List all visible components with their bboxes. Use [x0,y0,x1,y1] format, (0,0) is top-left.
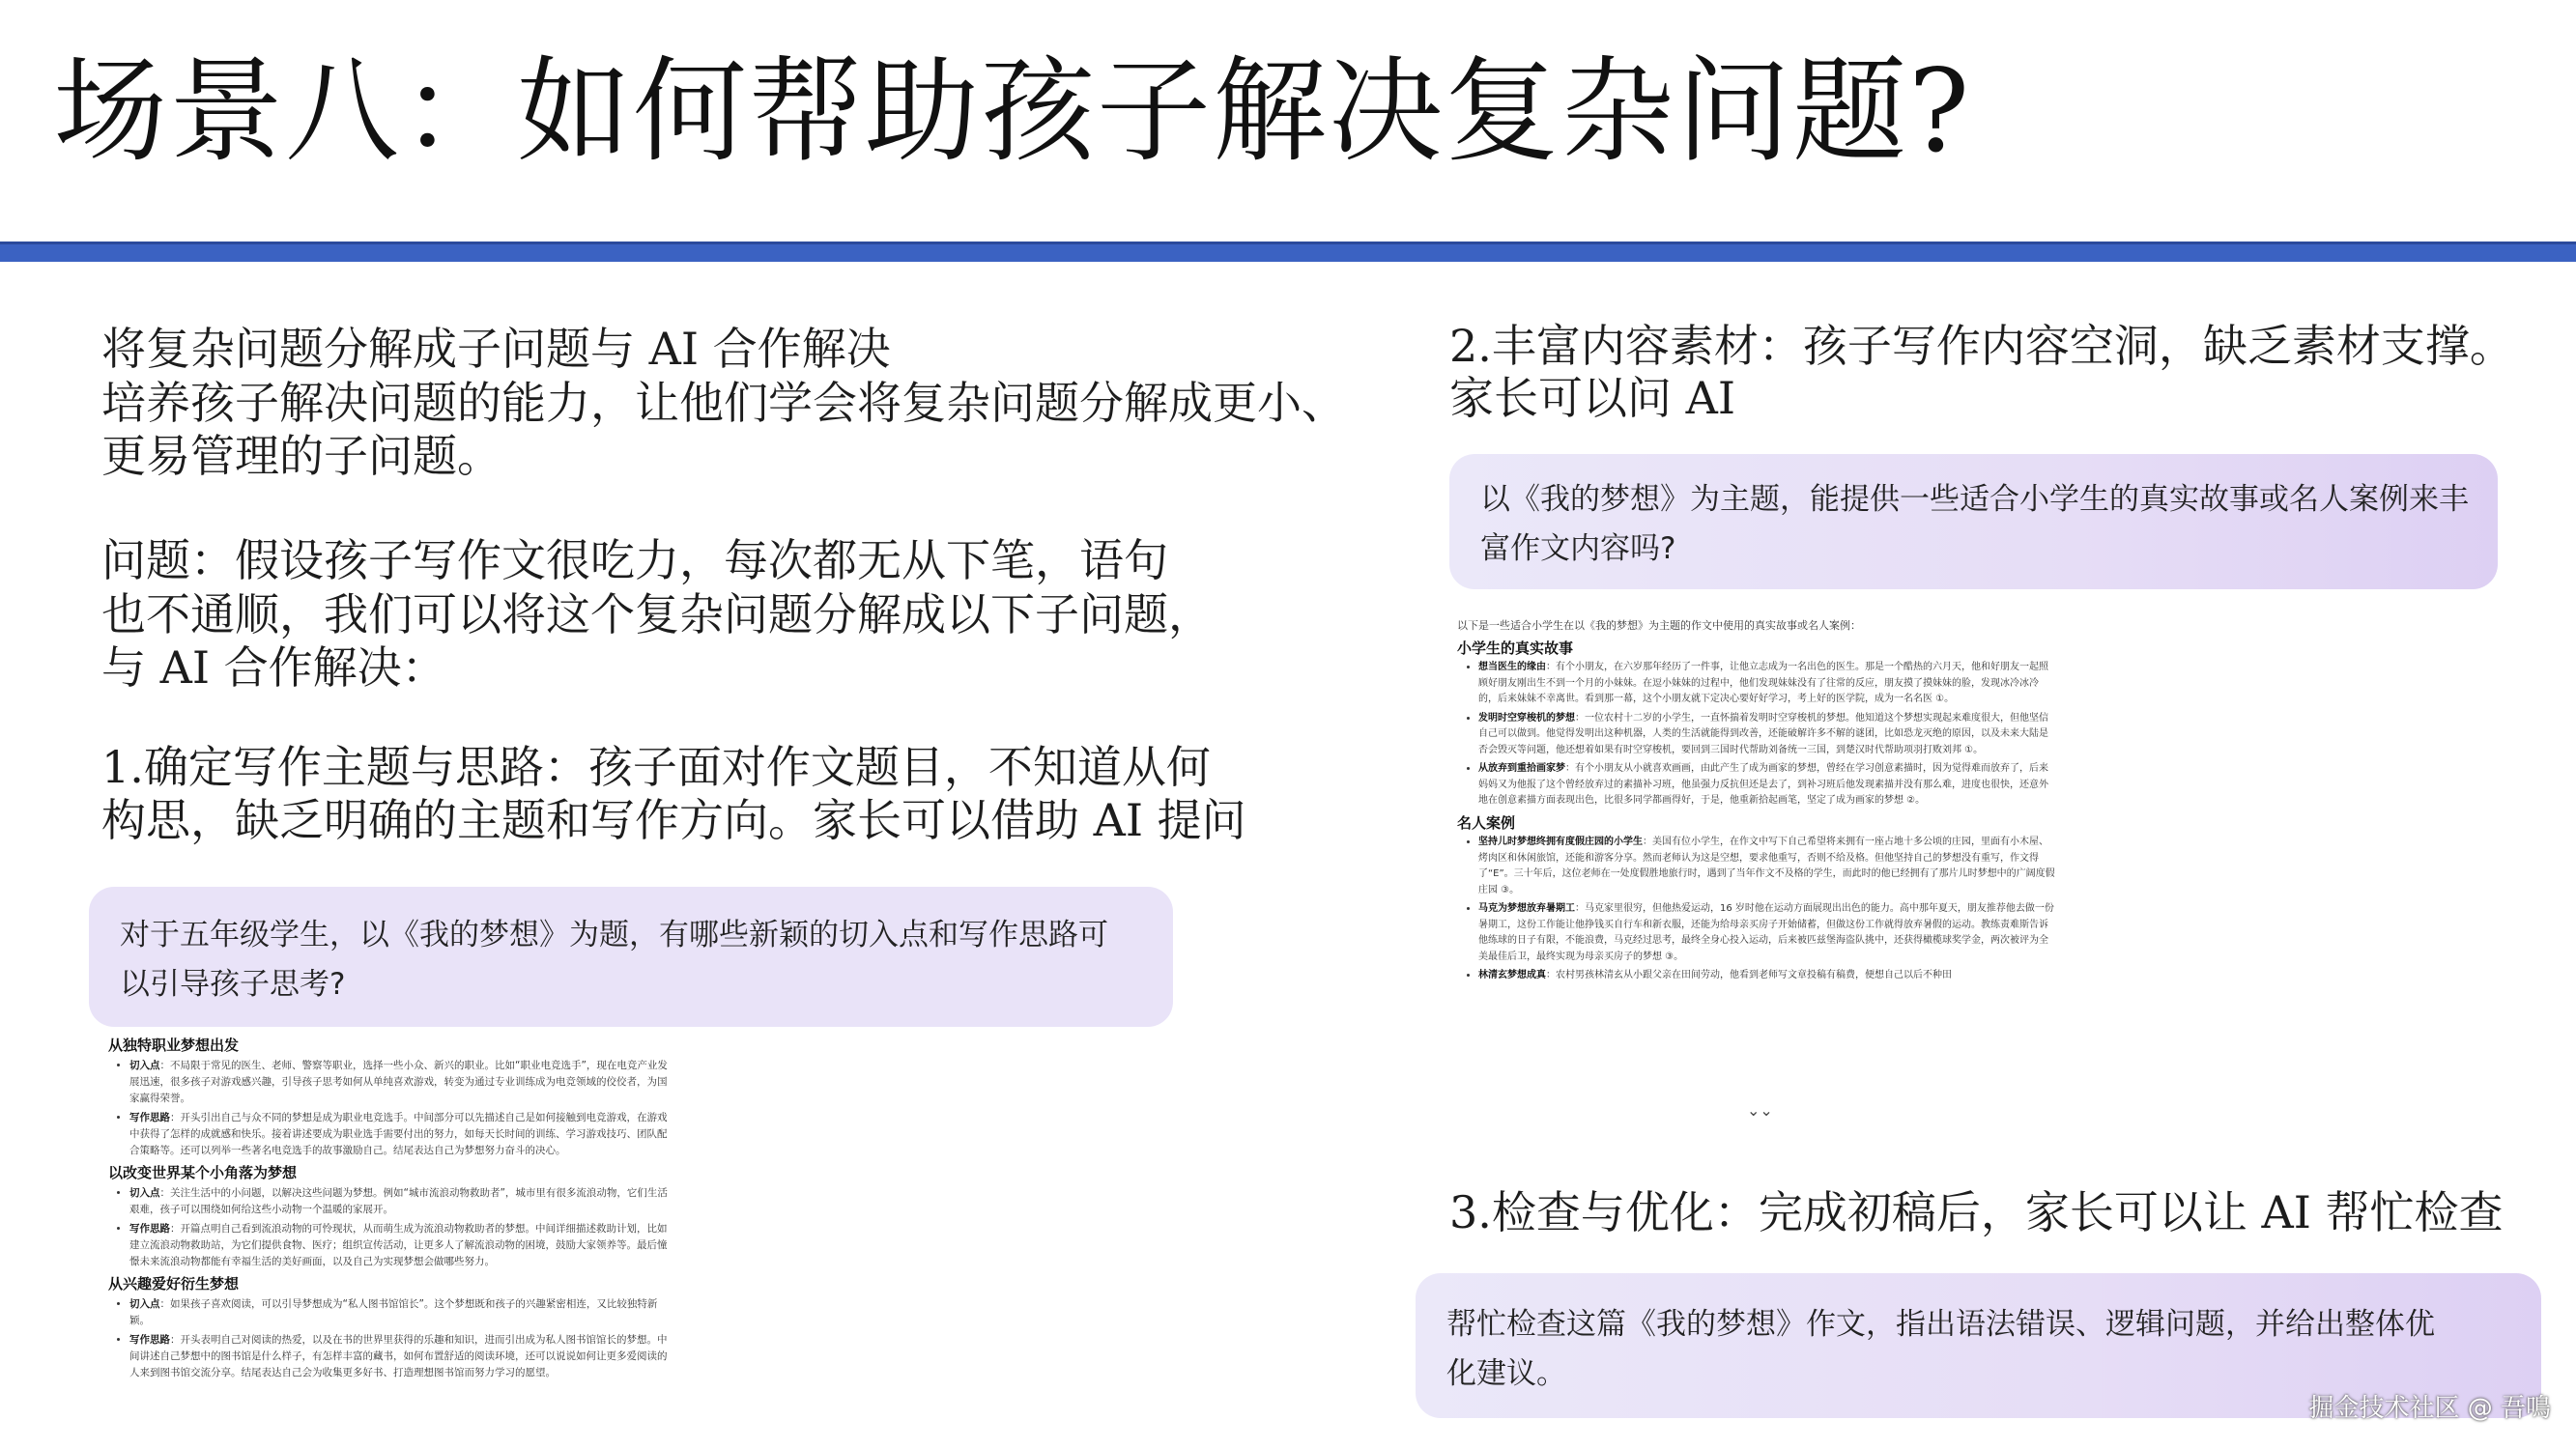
item-label: 写作思路 [129,1334,170,1346]
item-text: ：不局限于常见的医生、老师、警察等职业，选择一些小众、新兴的职业。比如“职业电竞选手”，现在电竞产业发展迅速，很多孩子对游戏感兴趣，引导孩子思考如何从单纯喜欢游戏，转变为通过专业训练成为电竞领域的佼佼者，为国家赢得荣誉。 [129,1060,668,1104]
item-label: 林清玄梦想成真 [1478,970,1546,980]
item-text: ：如果孩子喜欢阅读，可以引导梦想成为“私人图书馆馆长”。这个梦想既和孩子的兴趣紧密相连，又比较独特新颖。 [129,1298,658,1326]
prompt-2-line-1: 以《我的梦想》为主题，能提供一些适合小学生的真实故事或名人案例来丰 [1480,482,2469,517]
answer-2-heading-2: 名人案例 [1457,813,1516,832]
ai-answer-screenshot-2 [1457,618,2056,1140]
list-item [1478,660,2056,708]
ai-answer-screenshot-1 [108,1032,676,1449]
list-item [129,1058,676,1107]
list-item [129,1296,676,1329]
item-label: 发明时空穿梭机的梦想 [1478,712,1575,724]
item-text: ：马克家里很穷，但他热爱运动，16 岁时他在运动方面展现出出色的能力。高中那年夏天，朋友推荐他去做一份暑期工，这份工作能让他挣钱买自行车和新衣服，还能为给母亲买房子开始储蓄，但做这份工作就得放弃暑假的运动。教练责难斯告诉他练球的日子有限，不能浪费，马克经过思考，最终全身心投入运动，后来被匹兹堡海盗队挑中，还获得橄榄球奖学金，两次被评为全美最佳后卫，最终实现为母亲买房子的梦想 ③。 [1478,903,2054,962]
item-text: ：美国有位小学生，在作文中写下自己希望将来拥有一座占地十多公顷的庄园，里面有小木屋、烤肉区和休闲旅馆，还能和游客分享。然而老师认为这是空想，要求他重写，否则不给及格。但他坚持自己的梦想没有重写，作文得了“E”。三十年后，这位老师在一处度假胜地旅行时，遇到了当年作文不及格的学生，而此时的他已经拥有了那片儿时梦想中的广阔度假庄园 ③。 [1478,837,2055,895]
item-text: ：有个小朋友从小就喜欢画画，由此产生了成为画家的梦想，曾经在学习创意素描时，因为觉得难而放弃了，后来妈妈又为他报了这个曾经放弃过的素描补习班，他虽强力反抗但还是去了，到补习班后他发现素描并没有那么难，进度也很快，还意外地在创意素描方面表现出色，比很多同学都画得好，于是，他重新拾起画笔，坚定了成为画家的梦想 ②。 [1478,763,2048,806]
intro-line-2: 培养孩子解决问题的能力，让他们学会将复杂问题分解成更小、 [101,377,1346,429]
problem-line-3: 与 AI 合作解决： [101,641,446,694]
item-label: 马克为梦想放弃暑期工 [1478,903,1575,914]
item-label: 坚持儿时梦想终拥有度假庄园的小学生 [1478,837,1643,847]
prompt-1-line-2: 以引导孩子思考? [120,967,346,1002]
list-item [1478,835,2056,898]
item-text: ：开头引出自己与众不同的梦想是成为职业电竞选手。中间部分可以先描述自己是如何接触到电竞游戏，在游戏中获得了怎样的成就感和快乐。接着讲述要成为职业选手需要付出的努力，如每天长时间的训练、学习游戏技巧、团队配合策略等。还可以列举一些著名电竞选手的故事激励自己。结尾表达自己为梦想努力奋斗的决心。 [129,1112,668,1156]
prompt-2-line-2: 富作文内容吗? [1480,531,1676,566]
page-title: 场景八：如何帮助孩子解决复杂问题? [53,44,1972,178]
item-text: ：有个小朋友，在六岁那年经历了一件事，让他立志成为一名出色的医生。那是一个酷热的六月天，他和好朋友一起照顾好朋友刚出生不到一个月的小妹妹。在逗小妹妹的过程中，他们发现妹妹没有了往常的反应，朋友摸了摸妹妹的脸，发现冰冷冰冷的，后来妹妹不幸离世。看到那一幕，这个小朋友就下定决心要好好学习，考上好的医学院，成为一名名医 ①。 [1478,662,2048,704]
watermark: 掘金技术社区 @ 吾鳴 [2308,1394,2551,1423]
prompt-3-line-1: 帮忙检查这篇《我的梦想》作文，指出语法错误、逻辑问题，并给出整体优 [1446,1307,2435,1342]
list-item [129,1221,676,1270]
answer-1-heading-2: 以改变世界某个小角落为梦想 [108,1164,298,1181]
item-label: 切入点 [129,1187,160,1199]
item-text: ：开头表明自己对阅读的热爱，以及在书的世界里获得的乐趣和知识，进而引出成为私人图书馆馆长的梦想。中间讲述自己梦想中的图书馆是什么样子，有怎样丰富的藏书，如何布置舒适的阅读环境，还可以说说如何让更多爱阅读的人来到图书馆交流分享。结尾表达自己会为收集更多好书、打造理想图书馆而努力学习的愿望。 [129,1334,668,1378]
item-label: 从放弃到重拾画家梦 [1478,763,1565,774]
answer-2-intro: 以下是一些适合小学生在以《我的梦想》为主题的作文中使用的真实故事或名人案例： [1457,619,1861,632]
intro-line-1: 将复杂问题分解成子问题与 AI 合作解决 [101,323,891,375]
list-item [129,1332,676,1381]
step3-line-1: 3.检查与优化：完成初稿后，家长可以让 AI 帮忙检查 [1449,1186,2504,1238]
problem-line-2: 也不通顺，我们可以将这个复杂问题分解成以下子问题， [101,588,1213,640]
step1-line-2: 构思，缺乏明确的主题和写作方向。家长可以借助 AI 提问 [101,794,1246,846]
item-text: ：农村男孩林清玄从小跟父亲在田间劳动，他看到老师写文章投稿有稿费，便想自己以后不种田 [1546,970,1952,980]
problem-line-1: 问题：假设孩子写作文很吃力，每次都无从下笔，语句 [101,534,1168,586]
item-text: ：关注生活中的小问题，以解决这些问题为梦想。例如“城市流浪动物救助者”，城市里有很多流浪动物，它们生活艰难，孩子可以围绕如何给这些小动物一个温暖的家展开。 [129,1187,668,1215]
prompt-1-line-1: 对于五年级学生，以《我的梦想》为题，有哪些新颖的切入点和写作思路可 [120,918,1108,952]
prompt-bubble-2 [1449,454,2498,589]
list-item [129,1110,676,1159]
list-item [1478,761,2056,810]
list-item [1478,711,2056,759]
item-text: ：一位农村十二岁的小学生，一直怀揣着发明时空穿梭机的梦想。他知道这个梦想实现起来难度很大，但他坚信自己可以做到。他觉得发明出这种机器，人类的生活就能得到改善，还能破解许多不解的谜团，比如恐龙灭绝的原因，以及未来大陆是否会毁灭等问题，他还想着如果有时空穿梭机，要回到三国时代帮助刘备统一三国，到楚汉时代帮助项羽打败刘邦 ①。 [1478,712,2048,755]
list-item [129,1185,676,1218]
answer-1-heading-3: 从兴趣爱好衍生梦想 [108,1275,240,1293]
item-label: 切入点 [129,1060,160,1071]
prompt-bubble-1 [89,887,1173,1027]
intro-line-3: 更易管理的子问题。 [101,430,501,482]
item-label: 写作思路 [129,1112,170,1123]
title-divider-bar [0,244,2576,262]
item-label: 写作思路 [129,1223,170,1235]
double-chevron-down-icon[interactable]: ⌄⌄ [1747,1101,1773,1120]
step2-line-2: 家长可以问 AI [1449,372,1736,424]
list-item [1478,901,2056,965]
prompt-3-line-2: 化建议。 [1446,1356,1566,1391]
step2-line-1: 2.丰富内容素材：孩子写作内容空洞，缺乏素材支撑。 [1449,320,2514,372]
list-item [1478,968,2056,984]
item-label: 想当医生的缘由 [1478,662,1546,672]
step1-line-1: 1.确定写作主题与思路：孩子面对作文题目，不知道从何 [101,741,1211,793]
item-label: 切入点 [129,1298,160,1310]
answer-1-heading-1: 从独特职业梦想出发 [108,1037,240,1054]
answer-2-heading-1: 小学生的真实故事 [1457,639,1574,657]
item-text: ：开篇点明自己看到流浪动物的可怜现状，从而萌生成为流浪动物救助者的梦想。中间详细描述救助计划，比如建立流浪动物救助站，为它们提供食物、医疗；组织宣传活动，让更多人了解流浪动物的困境，鼓励大家领养等。最后憧憬未来流浪动物都能有幸福生活的美好画面，以及自己为实现梦想会做哪些努力。 [129,1223,668,1267]
